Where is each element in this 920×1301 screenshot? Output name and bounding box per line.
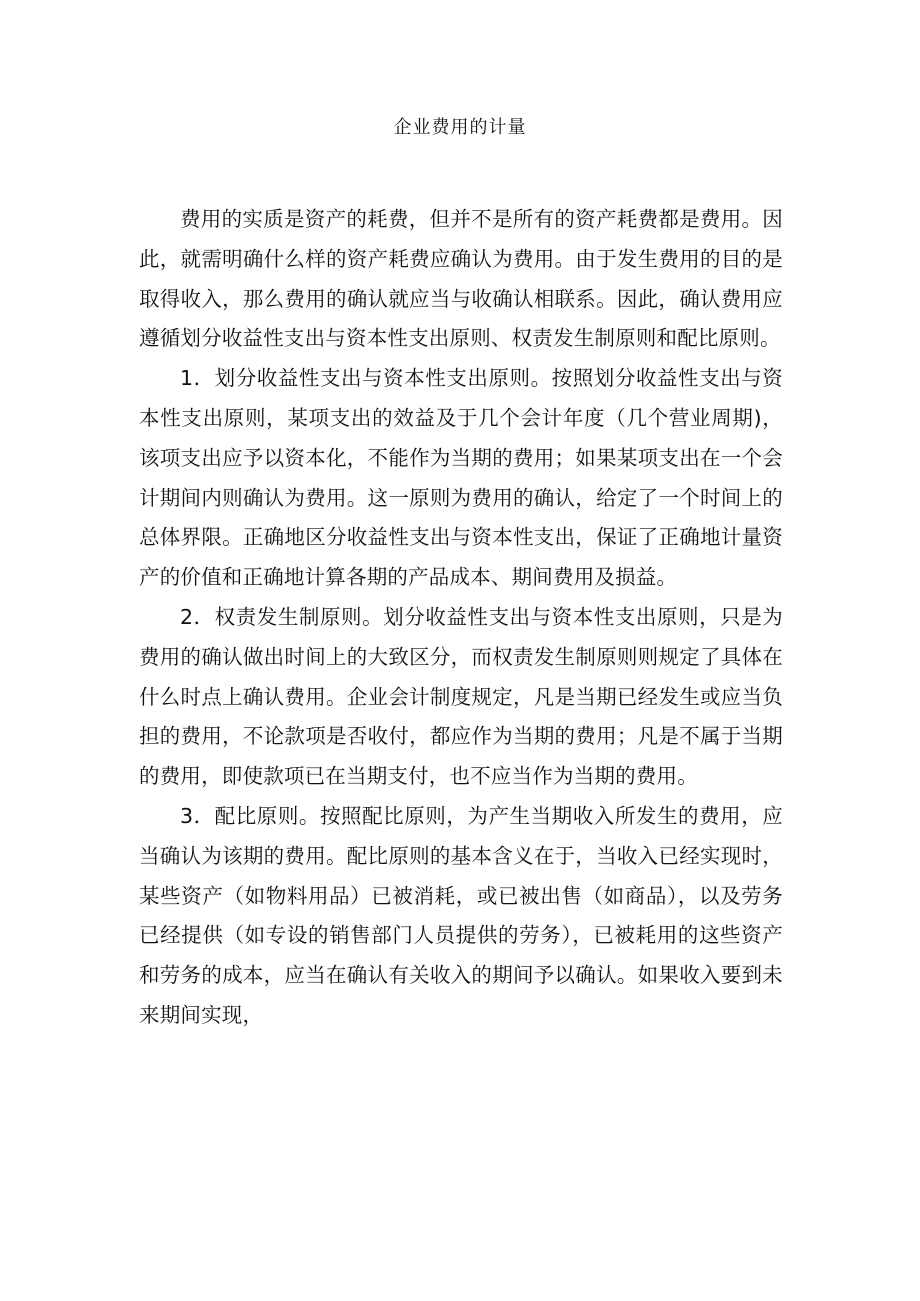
paragraph-principle-1: 1．划分收益性支出与资本性支出原则。按照划分收益性支出与资本性支出原则，某项支出的效益及于几个会计年度（几个营业周期)，该项支出应予以资本化，不能作为当期的费用；如果某项支出在一个会计期间内则确认为费用。这一原则为费用的确认，给定了一个时间上的总体界限。正确地区分收益性支出与资本性支出，保证了正确地计量资产的价值和正确地计算各期的产品成本、期间费用及损益。 [139, 366, 783, 590]
document-body [139, 200, 783, 1036]
paragraph-intro: 费用的实质是资产的耗费，但并不是所有的资产耗费都是费用。因此，就需明确什么样的资产耗费应确认为费用。由于发生费用的目的是取得收入，那么费用的确认就应当与收确认相联系。因此，确认费用应遵循划分收益性支出与资本性支出原则、权责发生制原则和配比原则。 [139, 207, 783, 351]
paragraph-principle-3: 3．配比原则。按照配比原则，为产生当期收入所发生的费用，应当确认为该期的费用。配比原则的基本含义在于，当收入已经实现时，某些资产（如物料用品）已被消耗，或已被出售（如商品），以及劳务已经提供（如专设的销售部门人员提供的劳务），已被耗用的这些资产和劳务的成本，应当在确认有关收入的期间予以确认。如果收入要到未来期间实现， [139, 803, 783, 1027]
paragraph-principle-2: 2．权责发生制原则。划分收益性支出与资本性支出原则，只是为费用的确认做出时间上的大致区分，而权责发生制原则则规定了具体在什么时点上确认费用。企业会计制度规定，凡是当期已经发生或应当负担的费用，不论款项是否收付，都应作为当期的费用；凡是不属于当期的费用，即使款项已在当期支付，也不应当作为当期的费用。 [139, 604, 783, 789]
document-title: 企业费用的计量 [393, 117, 527, 138]
